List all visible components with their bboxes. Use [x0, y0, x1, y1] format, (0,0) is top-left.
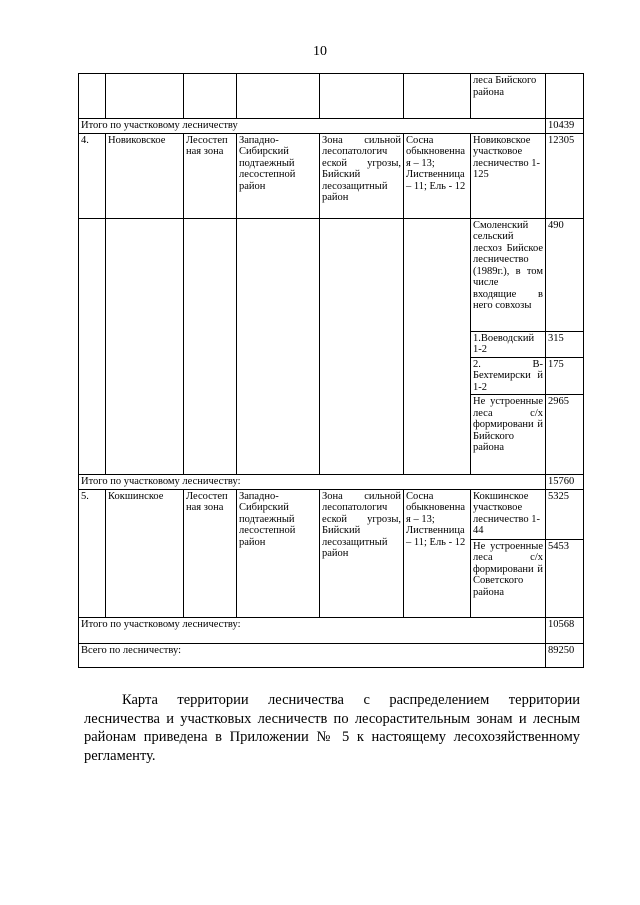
district-cell: Смоленский сельский лесхоз Бийское лесничество (1989г.), в том числе входящие в него совхозы	[471, 218, 546, 331]
subtotal-row	[79, 119, 584, 134]
threat-zone: Зона сильной лесопатологич еской угрозы, Бийский лесозащитный район	[320, 133, 404, 218]
area-value: 490	[546, 218, 584, 331]
tree-species: Сосна обыкновенна я – 13; Лиственница – 11; Ель - 12	[404, 133, 471, 218]
table-row	[79, 218, 584, 331]
area-value: 315	[546, 331, 584, 357]
row-number: 4.	[79, 133, 106, 218]
tree-species: Сосна обыкновенна я – 13; Лиственница – 11; Ель - 12	[404, 489, 471, 617]
subtotal-value: 10568	[546, 617, 584, 643]
vegetation-zone: Лесостеп ная зона	[184, 133, 237, 218]
page-number: 10	[313, 44, 327, 59]
subtotal-value: 10439	[546, 119, 584, 134]
total-row	[79, 643, 584, 667]
district-cell: 2. В-Бехтемирски й 1-2	[471, 357, 546, 395]
district-cell: Не устроенные леса с/х формировани й Советского района	[471, 539, 546, 617]
subtotal-row	[79, 475, 584, 490]
body-paragraph: Карта территории лесничества с распределением территории лесничества и участковых лесничеств по лесорастительным зонам и лесным районам приведена в Приложении № 5 к настоящему лесохозяйственному регламенту.	[84, 692, 580, 764]
area-value: 5453	[546, 539, 584, 617]
area-value: 12305	[546, 133, 584, 218]
area-value: 5325	[546, 489, 584, 539]
district-cell: Кокшинское участковое лесничество 1-44	[471, 489, 546, 539]
subtotal-row	[79, 617, 584, 643]
total-value: 89250	[546, 643, 584, 667]
area-value: 175	[546, 357, 584, 395]
district-cell: Новиковское участковое лесничество 1-125	[471, 133, 546, 218]
table-row	[79, 133, 584, 218]
district-cell: леса Бийского района	[471, 74, 546, 119]
total-label: Всего по лесничеству:	[79, 643, 546, 667]
subtotal-label: Итого по участковому лесничеству	[79, 119, 546, 134]
district-cell: 1.Воеводский 1-2	[471, 331, 546, 357]
table-row	[79, 489, 584, 539]
vegetation-zone: Лесостеп ная зона	[184, 489, 237, 617]
subtotal-value: 15760	[546, 475, 584, 490]
forestry-name: Кокшинское	[106, 489, 184, 617]
forest-region: Западно-Сибирский подтаежный лесостепной район	[237, 133, 320, 218]
row-number: 5.	[79, 489, 106, 617]
table-row	[79, 74, 584, 119]
district-cell: Не устроенные леса с/х формировани й Бийского района	[471, 395, 546, 475]
forest-region: Западно-Сибирский подтаежный лесостепной район	[237, 489, 320, 617]
forestry-table	[78, 73, 584, 668]
area-value: 2965	[546, 395, 584, 475]
threat-zone: Зона сильной лесопатологич еской угрозы, Бийский лесозащитный район	[320, 489, 404, 617]
subtotal-label: Итого по участковому лесничеству:	[79, 617, 546, 643]
subtotal-label: Итого по участковому лесничеству:	[79, 475, 546, 490]
forestry-name: Новиковское	[106, 133, 184, 218]
